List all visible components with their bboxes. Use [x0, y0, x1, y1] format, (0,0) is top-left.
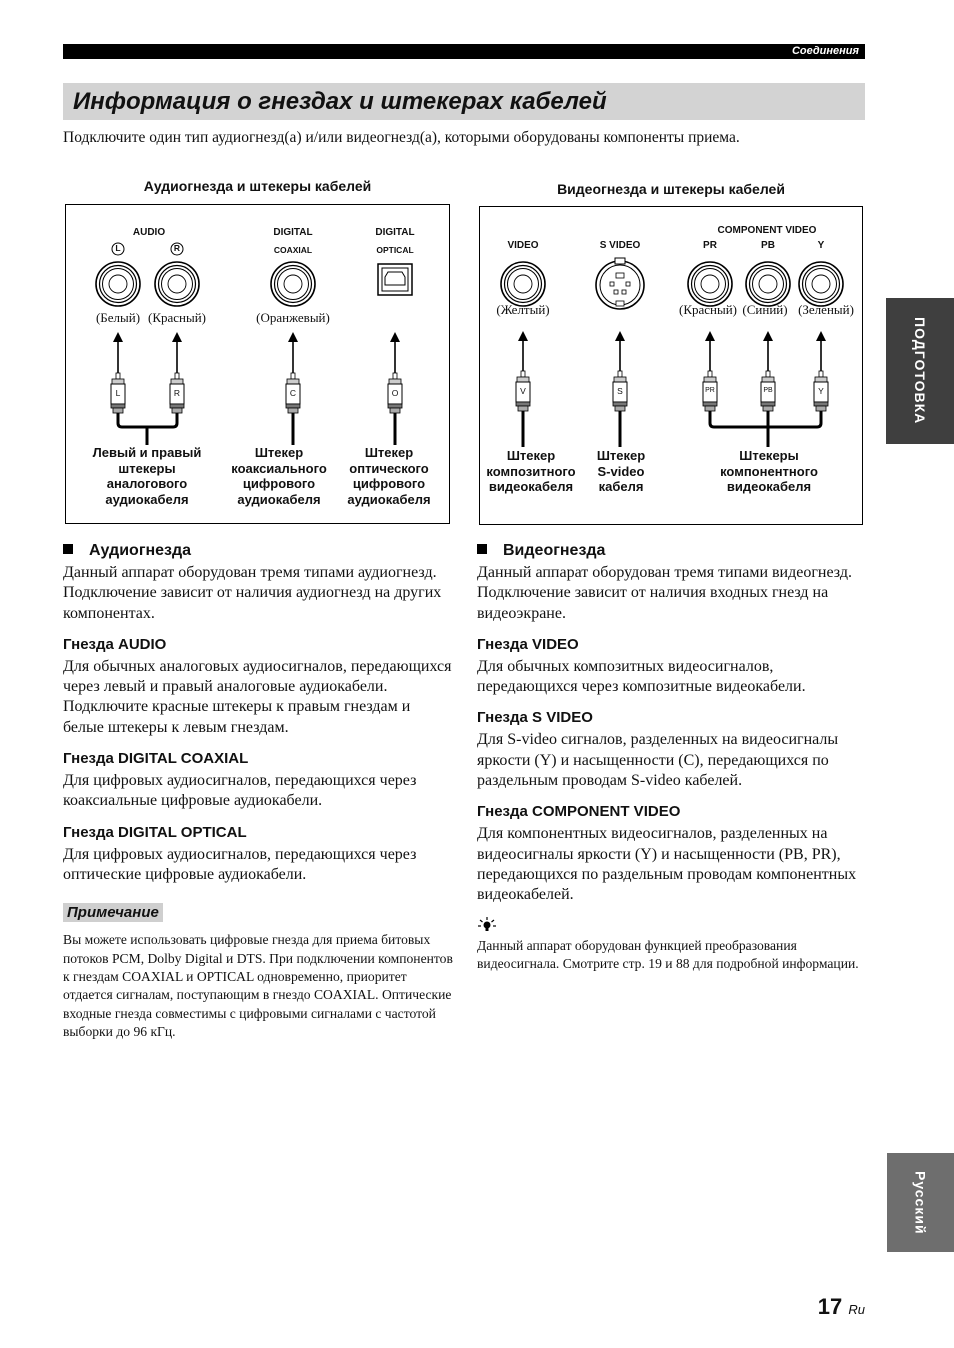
- color-yellow: (Желтый): [496, 302, 550, 317]
- header-bar: [63, 44, 865, 59]
- svideo-plug-label: Штекер S-video кабеля: [596, 448, 646, 494]
- video-jacks-section: [477, 541, 869, 973]
- title-bar: [63, 83, 865, 120]
- audio-jacks-section: [63, 541, 455, 1042]
- lightbulb-icon: [477, 916, 869, 937]
- color-red: (Красный): [147, 310, 207, 325]
- color-orange: (Оранжевый): [256, 310, 330, 325]
- plug-y-letter: Y: [818, 386, 824, 396]
- pr-label: PR: [703, 240, 717, 251]
- section-label: Соединения: [791, 45, 859, 57]
- paragraph: Для компонентных видеосигналов, разделенных на видеосигналы яркости (Y) и насыщенности (PB, PR), передающихся по раздельным проводам компонентных видеокабелей.: [477, 825, 857, 904]
- subheading: Гнезда VIDEO: [477, 635, 579, 653]
- section-heading: Видеогнезда: [477, 541, 869, 561]
- plug-pb-letter: PB: [763, 387, 773, 394]
- plug-pr-letter: PR: [705, 387, 715, 394]
- y-label: Y: [817, 240, 825, 251]
- color-green: (Зеленый): [798, 302, 854, 317]
- plug-s-letter: S: [617, 386, 623, 396]
- coax-plug-label: Штекер коаксиального цифрового аудиокабеля: [231, 445, 327, 507]
- color-red: (Красный): [678, 302, 738, 317]
- color-blue: (Синий): [742, 302, 788, 317]
- note-label: Примечание: [63, 903, 163, 922]
- language-tab[interactable]: Русский: [887, 1153, 954, 1252]
- audio-jacks-diagram: [65, 204, 450, 524]
- square-bullet-icon: [477, 544, 487, 554]
- paragraph: Данный аппарат оборудован тремя типами видеогнезд. Подключение зависит от наличия входных гнезд на видеоэкране.: [477, 564, 852, 622]
- analog-plug-label: Левый и правый штекеры аналогового аудиокабеля: [92, 445, 202, 507]
- video-diagram-caption: Видеогнезда и штекеры кабелей: [557, 181, 785, 197]
- subheading: Гнезда AUDIO: [63, 635, 167, 653]
- intro-text: Подключите один тип аудиогнезд(а) и/или видеогнезд(а), которыми оборудованы компоненты приема.: [63, 129, 740, 146]
- audio-label: AUDIO: [132, 227, 166, 238]
- video-jacks-diagram: [479, 206, 863, 525]
- plug-r-letter: R: [173, 388, 181, 398]
- paragraph: Для цифровых аудиосигналов, передающихся через коаксиальные цифровые аудиокабели.: [63, 772, 417, 810]
- r-label: R: [173, 243, 181, 253]
- l-label: L: [115, 243, 121, 253]
- composite-plug-label: Штекер композитного видеокабеля: [486, 448, 576, 494]
- audio-l-jack: [96, 262, 140, 306]
- y-jack: [799, 262, 843, 306]
- square-bullet-icon: [63, 544, 73, 554]
- paragraph: Данный аппарат оборудован тремя типами аудиогнезд. Подключение зависит от наличия аудиогнезд на других компонентах.: [63, 564, 442, 622]
- plug-o-letter: O: [391, 388, 399, 398]
- chapter-tab[interactable]: ПОДГОТОВКА: [886, 298, 954, 444]
- video-label: VIDEO: [507, 240, 539, 251]
- tip-text: Данный аппарат оборудован функцией преобразования видеосигнала. Смотрите стр. 19 и 88 для подробной информации.: [477, 937, 859, 971]
- paragraph: Для обычных аналоговых аудиосигналов, передающихся через левый и правый аналоговые аудиокабели. Подключите красные штекеры к правым гнездам и белые штекеры к левым гнездам.: [63, 657, 452, 736]
- section-heading: Аудиогнезда: [63, 541, 455, 561]
- paragraph: Для цифровых аудиосигналов, передающихся через оптические цифровые аудиокабели.: [63, 845, 417, 883]
- component-video-label: COMPONENT VIDEO: [717, 225, 817, 236]
- plug-c-letter: C: [289, 388, 297, 398]
- optical-jack: [378, 264, 412, 295]
- plug-l-letter: L: [115, 388, 121, 398]
- coaxial-jack: [271, 262, 315, 306]
- plug-v-letter: V: [520, 386, 526, 396]
- pb-label: PB: [761, 240, 775, 251]
- audio-diagram-caption: Аудиогнезда и штекеры кабелей: [143, 178, 372, 194]
- page-number: 17 Ru: [817, 1294, 865, 1319]
- pr-jack: [688, 262, 732, 306]
- subheading: Гнезда COMPONENT VIDEO: [477, 803, 681, 821]
- optical-label: OPTICAL: [376, 245, 414, 255]
- pb-jack: [746, 262, 790, 306]
- component-plug-label: Штекеры компонентного видеокабеля: [720, 448, 818, 494]
- optical-plug-label: Штекер оптического цифрового аудиокабеля: [347, 445, 431, 507]
- subheading: Гнезда S VIDEO: [477, 709, 593, 727]
- video-jack: [501, 262, 545, 306]
- color-white: (Белый): [95, 310, 141, 325]
- coaxial-label: COAXIAL: [273, 245, 313, 255]
- subheading: Гнезда DIGITAL COAXIAL: [63, 750, 249, 768]
- svideo-jack: [596, 258, 644, 309]
- paragraph: Для S-video сигналов, разделенных на видеосигналы яркости (Y) и насыщенности (C), передающихся по раздельным проводам S-video кабелей.: [477, 731, 839, 790]
- note-text: Вы можете использовать цифровые гнезда для приема битовых потоков PCM, Dolby Digital и DTS. При подключении компонентов к гнездам COAXIAL и OPTICAL одновременно, приоритет отдается сигналам, поступающим в гнездо COAXIAL. Оптические входные гнезда совместимы с цифровыми сигналами с частотой выборки до 96 кГц.: [63, 932, 453, 1040]
- digital-label: DIGITAL: [273, 227, 313, 238]
- paragraph: Для обычных композитных видеосигналов, передающихся через композитные видеокабели.: [477, 657, 806, 696]
- audio-r-jack: [155, 262, 199, 306]
- subheading: Гнезда DIGITAL OPTICAL: [63, 823, 247, 841]
- page-title: Информация о гнездах и штекерах кабелей: [73, 88, 607, 115]
- svideo-label: S VIDEO: [599, 240, 641, 251]
- digital-label: DIGITAL: [375, 227, 415, 238]
